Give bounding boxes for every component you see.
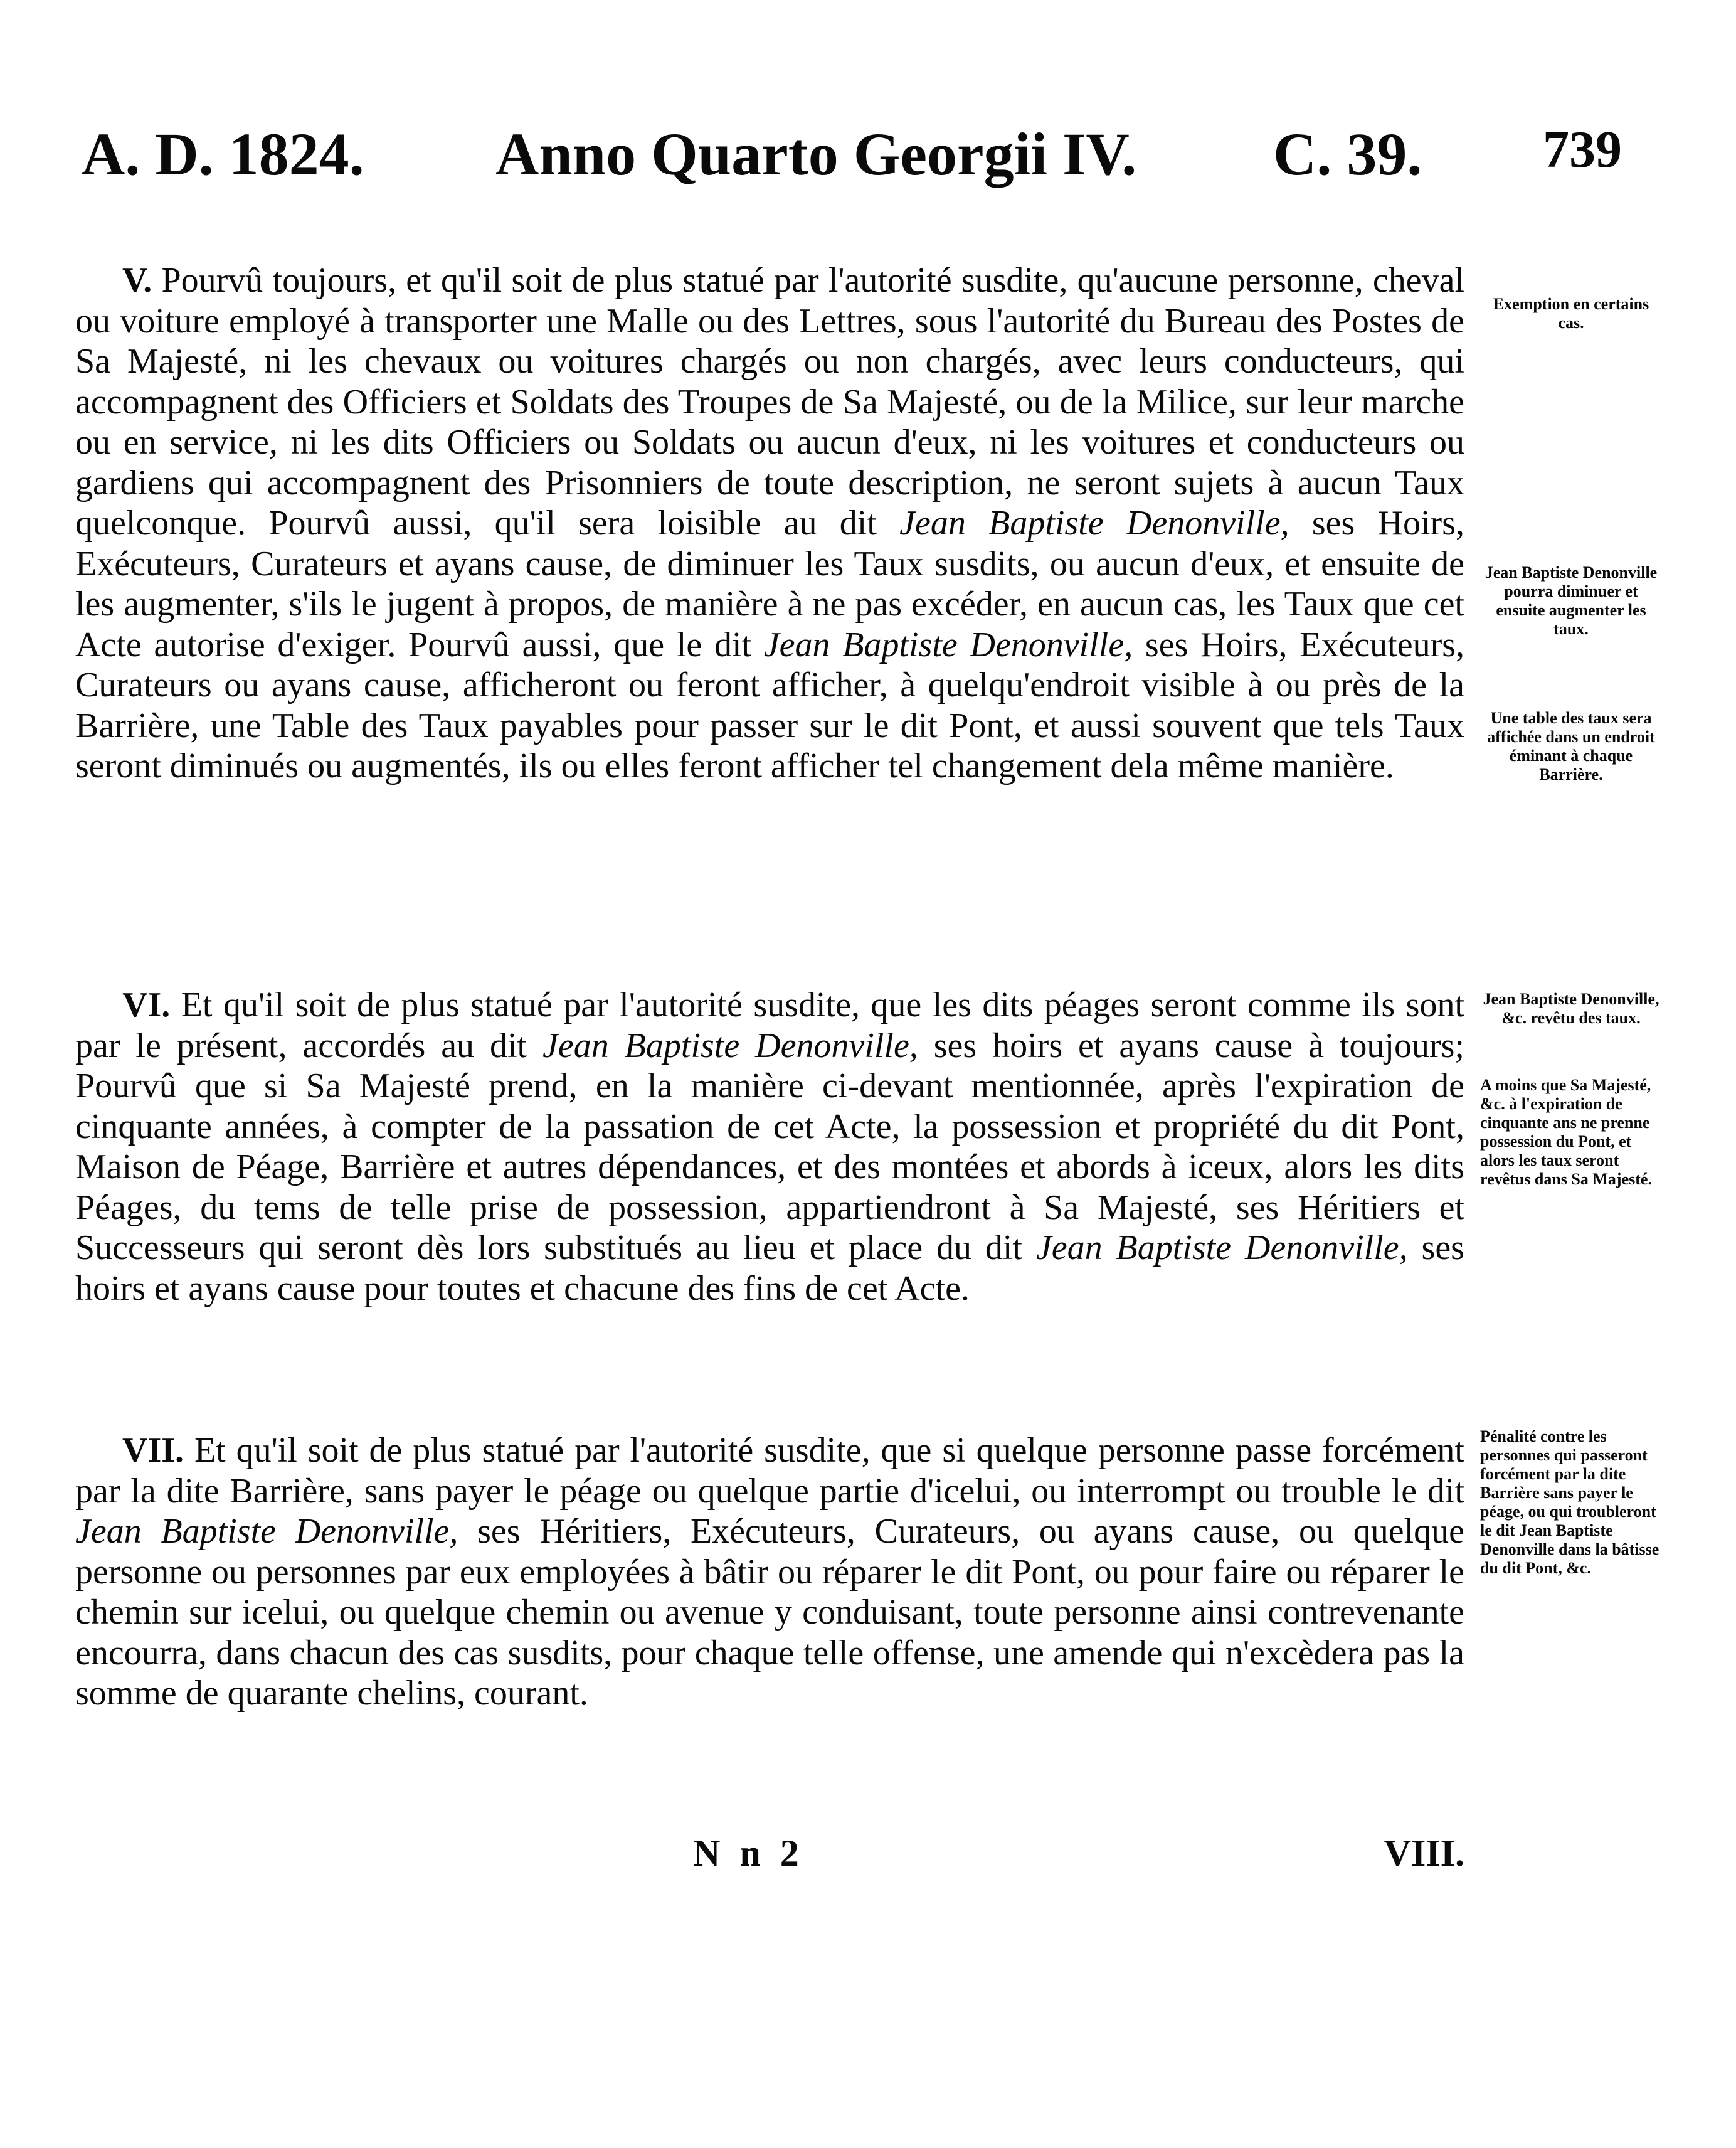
running-header (75, 119, 1662, 201)
section-vi (75, 985, 1464, 1309)
text-segment: ses Hoirs, Exécuteurs, Curateurs ou ayans cause, afficheront ou feront afficher, à quelqu'endroit visible à ou près de la Barrière, une Table des Taux payables pour passer sur le dit Pont, et aussi souvent que tels Taux seront diminués ou augmentés, ils ou elles feront afficher tel changement dela même manière. (75, 625, 1465, 785)
section-vii-paragraph (75, 1430, 1464, 1714)
section-vi-paragraph (75, 985, 1464, 1309)
header-year: A. D. 1824. (82, 120, 364, 188)
margin-note-rate-table: Une table des taux sera affichée dans un endroit éminant à chaque Barrière. (1487, 709, 1655, 784)
section-v (75, 260, 1464, 787)
margin-note-penalty: Pénalité contre les personnes qui passeront forcément par la dite Barrière sans payer le péage, ou qui troubleront le dit Jean Baptiste Denonville dans la bâtisse du dit Pont, &c. (1480, 1427, 1659, 1577)
section-number: VI. (122, 986, 171, 1024)
italic-name: Jean Baptiste Denonville, (542, 1026, 918, 1065)
margin-note-majesty-possession: A moins que Sa Majesté, &c. à l'expiration de cinquante ans ne prenne possession du Pont, et alors les taux seront revêtus dans Sa Majesté. (1480, 1076, 1652, 1188)
italic-name: Jean Baptiste Denonville, (75, 1512, 458, 1551)
italic-name: Jean Baptiste Denonville, (1035, 1228, 1408, 1267)
italic-name: Jean Baptiste Denonville, (763, 625, 1133, 664)
text-segment: ses Hoirs, Exécuteurs, Curateurs et ayans cause, de diminuer les Taux susdits, ou aucun d'eux, et ensuite de les augmenter, s'ils le jugent à propos, de manière à ne pas excéder, en aucun cas, les Taux que cet Acte autorise d'exiger. Pourvû aussi, que le dit (75, 504, 1464, 664)
text-segment: ses hoirs et ayans cause pour toutes et chacune des fins de cet Acte. (75, 1228, 1464, 1308)
catchword: VIII. (1384, 1832, 1464, 1874)
page-footer (75, 1832, 1464, 1888)
section-v-paragraph (75, 260, 1464, 787)
section-vii (75, 1430, 1464, 1714)
text-segment: Et qu'il soit de plus statué par l'autorité susdite, que les dits péages seront comme ils sont par le présent, accordés au dit (75, 986, 1464, 1065)
margin-note-vested-tolls: Jean Baptiste Denonville, &c. revêtu des taux. (1483, 990, 1659, 1027)
section-number: V. (122, 261, 152, 300)
text-segment: ses Héritiers, Exécuteurs, Curateurs, ou ayans cause, ou quelque personne ou personnes par eux employées à bâtir ou réparer le dit Pont, ou pour faire ou réparer le chemin sur icelui, ou quelque chemin ou avenue y conduisant, toute personne ainsi contrevenante encourra, dans chacun des cas susdits, pour chaque telle offense, une amende qui n'excèdera pas la somme de quarante chelins, courant. (75, 1512, 1464, 1713)
margin-note-exemption: Exemption en certains cas. (1493, 295, 1649, 332)
header-title: Anno Quarto Georgii IV. (495, 120, 1137, 188)
text-segment: Et qu'il soit de plus statué par l'autorité susdite, que si quelque personne passe forcément par la dite Barrière, sans payer le péage ou quelque partie d'icelui, ou interrompt ou trouble le dit (75, 1431, 1464, 1511)
italic-name: Jean Baptiste Denonville, (899, 504, 1289, 543)
section-number: VII. (122, 1431, 184, 1470)
margin-note-diminish-rates: Jean Baptiste Denonville pourra diminuer et ensuite augmenter les taux. (1485, 563, 1658, 638)
signature-mark: N n 2 (693, 1832, 804, 1874)
page-number: 739 (1543, 120, 1622, 179)
text-segment: Pourvû toujours, et qu'il soit de plus statué par l'autorité susdite, qu'aucune personne, cheval ou voiture employé à transporter une Malle ou des Lettres, sous l'autorité du Bureau des Postes de Sa Majesté, ni les chevaux ou voitures chargés ou non chargés, avec leurs conducteurs, qui accompagnent des Officiers et Soldats des Troupes de Sa Majesté, ou de la Milice, sur leur marche ou en service, ni les dits Officiers ou Soldats ou aucun d'eux, ni les voitures et conducteurs ou gardiens qui accompagnent des Prisonniers de toute description, ne seront sujets à aucun Taux quelconque. Pourvû aussi, qu'il sera loisible au dit (75, 261, 1464, 543)
text-segment: ses hoirs et ayans cause à toujours; Pourvû que si Sa Majesté prend, en la manière ci-devant mentionnée, après l'expiration de cinquante années, à compter de la passation de cet Acte, la possession et propriété du dit Pont, Maison de Péage, Barrière et autres dépendances, et des montées et abords à iceux, alors les dits Péages, du tems de telle prise de possession, appartiendront à Sa Majesté, ses Héritiers et Successeurs qui seront dès lors substitués au lieu et place du dit (75, 1026, 1464, 1267)
header-chapter: C. 39. (1273, 120, 1422, 188)
